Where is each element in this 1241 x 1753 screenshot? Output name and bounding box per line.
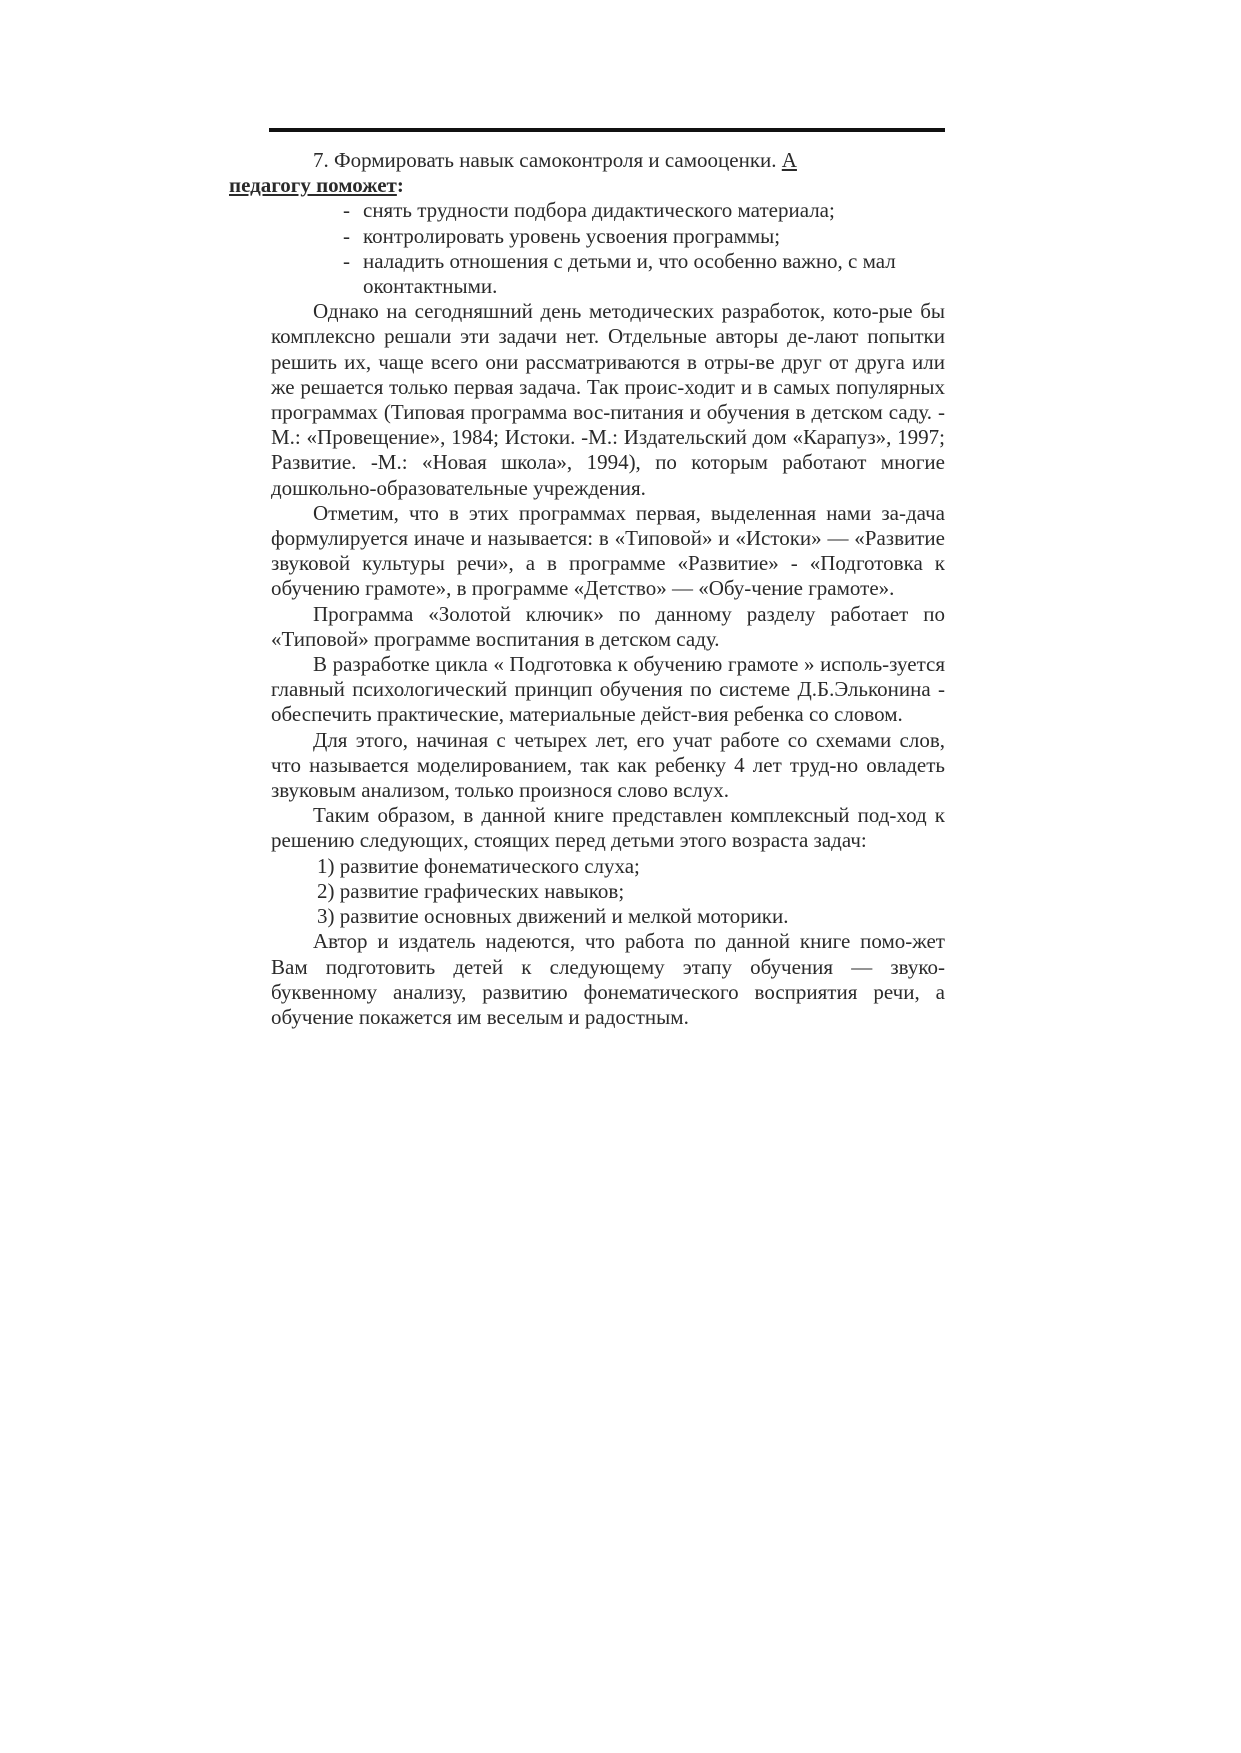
item-7-text: 7. Формировать навык самоконтроля и самооценки. bbox=[313, 148, 782, 172]
list-item-text: наладить отношения с детьми и, что особенно важно, с мал оконтактными. bbox=[363, 248, 896, 299]
list-item: 3) развитие основных движений и мелкой моторики. bbox=[317, 904, 789, 929]
dash-marker: - bbox=[343, 248, 350, 273]
paragraph: В разработке цикла « Подготовка к обучению грамоте » исполь-зуется главный психологический принцип обучения по системе Д.Б.Эльконина - обеспечить практические, материальные дейст-вия ребенка со словом. bbox=[271, 652, 945, 727]
item-7 bbox=[229, 148, 945, 198]
list-item bbox=[343, 249, 945, 299]
body-text bbox=[229, 148, 945, 1030]
tasks-list bbox=[271, 854, 945, 930]
list-item-text: снять трудности подбора дидактического материала; bbox=[363, 198, 835, 223]
paragraph: Однако на сегодняшний день методических разработок, кото-рые бы комплексно решали эти задачи нет. Отдельные авторы де-лают попытки решить их, чаще всего они рассматриваются в отры-ве друг от друга или же решается только первая задача. Так проис-ходит и в самых популярных программах (Типовая программа вос-питания и обучения в детском саду. - М.: «Провещение», 1984; Истоки. -М.: Издательский дом «Карапуз», 1997; Развитие. -М.: «Новая школа», 1994), по которым работают многие дошкольно-образовательные учреждения. bbox=[271, 299, 945, 500]
list-item bbox=[343, 224, 945, 249]
paragraph: Программа «Золотой ключик» по данному разделу работает по «Типовой» программе воспитания в детском саду. bbox=[271, 601, 945, 651]
dash-marker: - bbox=[343, 198, 350, 223]
list-item-text: контролировать уровень усвоения программы; bbox=[363, 223, 781, 248]
dash-marker: - bbox=[343, 223, 350, 248]
list-item: 1) развитие фонематического слуха; bbox=[317, 853, 640, 878]
closing-paragraph: Автор и издатель надеются, что работа по данной книге помо-жет Вам подготовить детей к следующему этапу обучения — звуко-буквенному анализу, развитию фонематического восприятия речи, а обучение покажется им веселым и радостным. bbox=[271, 929, 945, 1029]
list-item bbox=[343, 198, 945, 223]
header-rule bbox=[269, 128, 945, 132]
teacher-help-list bbox=[271, 198, 945, 299]
document-page bbox=[229, 128, 945, 1030]
paragraph: Отметим, что в этих программах первая, выделенная нами за-дача формулируется иначе и называется: в «Типовой» и «Истоки» — «Развитие звуковой культуры речи», а в программе «Развитие» - «Подготовка к обучению грамоте», в программе «Детство» — «Обу-чение грамоте». bbox=[271, 500, 945, 601]
paragraph: Таким образом, в данной книге представлен комплексный под-ход к решению следующих, стоящих перед детьми этого возраста задач: bbox=[271, 803, 945, 853]
item-7-underlined-a: А bbox=[781, 148, 797, 172]
teacher-help-heading: педагогу поможет bbox=[229, 173, 397, 198]
teacher-help-colon: : bbox=[396, 173, 404, 198]
paragraph: Для этого, начиная с четырех лет, его учат работе со схемами слов, что называется моделированием, так как ребенку 4 лет труд-но овладеть звуковым анализом, только произнося слово вслух. bbox=[271, 727, 945, 803]
list-item: 2) развитие графических навыков; bbox=[317, 878, 625, 903]
